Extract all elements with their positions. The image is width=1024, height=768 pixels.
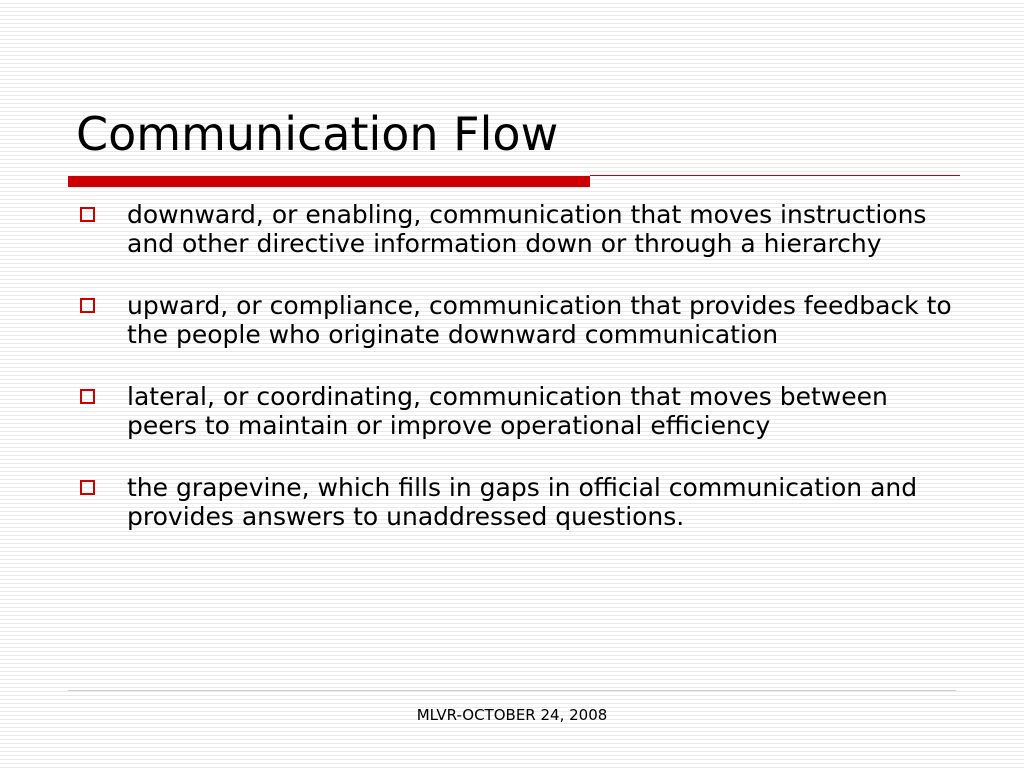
bullet-list [78, 200, 958, 564]
bullet-text: lateral, or coordinating, communication that moves between peers to maintain or improve operational efficiency [127, 382, 888, 440]
bullet-item [78, 200, 958, 258]
title-underline-bar [68, 176, 590, 187]
slide-title: Communication Flow [76, 107, 559, 161]
hollow-square-icon [80, 207, 95, 222]
hollow-square-icon [80, 389, 95, 404]
bullet-item [78, 291, 958, 349]
hollow-square-icon [80, 480, 95, 495]
title-underline-line [590, 175, 960, 176]
bullet-text: the grapevine, which fills in gaps in official communication and provides answers to unaddressed questions. [127, 473, 918, 531]
footer-divider [68, 690, 956, 691]
bullet-item [78, 473, 958, 531]
hollow-square-icon [80, 298, 95, 313]
bullet-text: downward, or enabling, communication that moves instructions and other directive information down or through a hierarchy [127, 200, 927, 258]
title-underline [68, 173, 960, 187]
bullet-item [78, 382, 958, 440]
slide-footer: MLVR-OCTOBER 24, 2008 [416, 706, 608, 724]
bullet-text: upward, or compliance, communication that provides feedback to the people who originate downward communication [127, 291, 952, 349]
